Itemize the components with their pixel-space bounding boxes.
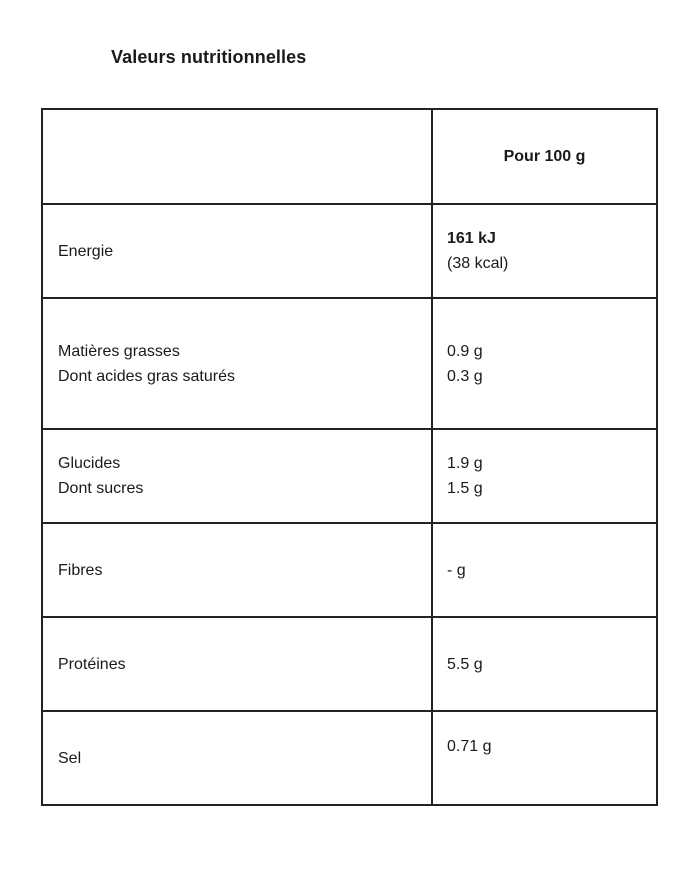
nutrient-value-cell: [432, 711, 657, 805]
nutrient-label: Fibres: [58, 561, 103, 579]
nutrient-subvalue: 0.3 g: [447, 367, 483, 385]
nutrient-label-cell: [42, 711, 432, 805]
nutrient-label-cell: [42, 204, 432, 298]
nutrient-value: 0.71 g: [447, 738, 492, 755]
table-header-row: [42, 109, 657, 204]
page-title: Valeurs nutritionnelles: [111, 47, 307, 67]
nutrient-value-secondary: (38 kcal): [447, 255, 509, 272]
nutrient-value: 161 kJ: [447, 230, 496, 247]
nutrient-label-cell: [42, 523, 432, 617]
header-value-cell: Pour 100 g: [432, 109, 657, 204]
nutrient-sublabel: Dont sucres: [58, 480, 144, 497]
nutrient-label: Energie: [58, 242, 114, 260]
nutrition-table: [41, 108, 658, 806]
nutrient-label: Glucides: [58, 455, 121, 472]
table-row: [42, 617, 657, 711]
table-row: [42, 711, 657, 805]
nutrient-value: 1.9 g: [447, 455, 483, 472]
nutrient-value-cell: [432, 523, 657, 617]
header-label-cell: [42, 109, 432, 204]
nutrient-label-cell: [42, 429, 432, 523]
nutrient-value-cell: [432, 204, 657, 298]
table-row: [42, 298, 657, 429]
nutrient-value-cell: [432, 429, 657, 523]
table-row: [42, 204, 657, 298]
nutrient-value: 5.5 g: [447, 655, 483, 673]
nutrient-label: Matières grasses: [58, 342, 180, 360]
nutrient-value-cell: [432, 298, 657, 429]
nutrient-value: - g: [447, 561, 466, 579]
nutrient-value: 0.9 g: [447, 342, 483, 360]
table-row: [42, 523, 657, 617]
nutrient-label: Protéines: [58, 655, 126, 673]
nutrient-label: Sel: [58, 749, 82, 767]
table-row: [42, 429, 657, 523]
nutrient-label-cell: [42, 298, 432, 429]
nutrient-label-cell: [42, 617, 432, 711]
nutrient-subvalue: 1.5 g: [447, 480, 483, 497]
nutrient-value-cell: [432, 617, 657, 711]
nutrient-sublabel: Dont acides gras saturés: [58, 367, 235, 385]
